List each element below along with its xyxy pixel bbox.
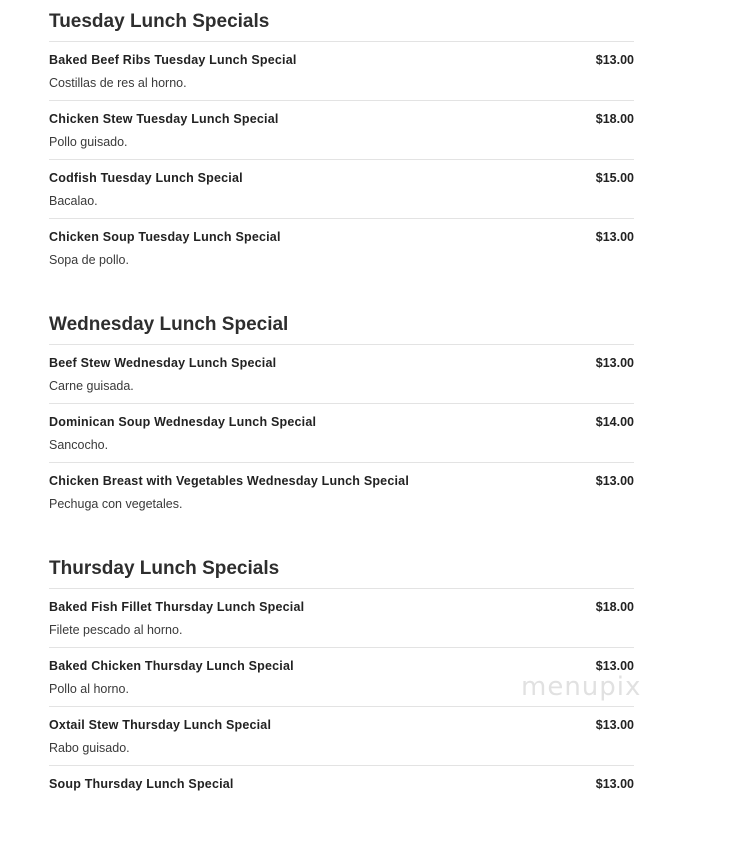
menu-item[interactable] [49, 462, 634, 521]
item-name: Beef Stew Wednesday Lunch Special [49, 356, 277, 370]
menu-item[interactable] [49, 159, 634, 218]
menu-item[interactable] [49, 41, 634, 100]
item-description: Sopa de pollo. [49, 253, 129, 267]
item-name: Chicken Soup Tuesday Lunch Special [49, 230, 281, 244]
item-name: Chicken Stew Tuesday Lunch Special [49, 112, 279, 126]
item-name: Baked Fish Fillet Thursday Lunch Special [49, 600, 305, 614]
menu-item[interactable] [49, 403, 634, 462]
menu-section-thursday [49, 547, 634, 824]
item-price: $14.00 [595, 415, 634, 429]
item-name: Oxtail Stew Thursday Lunch Special [49, 718, 272, 732]
menu-item[interactable] [49, 100, 634, 159]
menu-item[interactable] [49, 647, 634, 706]
item-description: Filete pescado al horno. [49, 623, 183, 637]
item-name: Chicken Breast with Vegetables Wednesday Lunch Special [49, 474, 409, 488]
item-description: Pollo guisado. [49, 135, 128, 149]
item-description: Pollo al horno. [49, 682, 129, 696]
item-description: Rabo guisado. [49, 741, 130, 755]
menu-item[interactable] [49, 218, 634, 277]
item-price: $13.00 [595, 230, 634, 244]
item-price: $15.00 [595, 171, 634, 185]
item-description: Pechuga con vegetales. [49, 497, 183, 511]
item-price: $13.00 [595, 718, 634, 732]
item-price: $13.00 [595, 777, 634, 791]
watermark-logo: menupix [521, 672, 642, 702]
menu-section-tuesday [49, 0, 634, 277]
menu-item[interactable] [49, 706, 634, 765]
menu-item[interactable] [49, 344, 634, 403]
item-description: Sancocho. [49, 438, 109, 452]
item-description: Carne guisada. [49, 379, 134, 393]
item-price: $13.00 [595, 53, 634, 67]
item-name: Codfish Tuesday Lunch Special [49, 171, 243, 185]
menu-item[interactable] [49, 765, 634, 824]
item-price: $13.00 [595, 659, 634, 673]
item-name: Baked Beef Ribs Tuesday Lunch Special [49, 53, 297, 67]
item-description: Costillas de res al horno. [49, 76, 187, 90]
item-name: Soup Thursday Lunch Special [49, 777, 234, 791]
menu-item[interactable] [49, 588, 634, 647]
item-price: $18.00 [595, 112, 634, 126]
section-title: Tuesday Lunch Specials [49, 11, 270, 32]
item-price: $18.00 [595, 600, 634, 614]
section-title: Thursday Lunch Specials [49, 558, 280, 579]
item-price: $13.00 [595, 356, 634, 370]
item-price: $13.00 [595, 474, 634, 488]
menu-list [49, 0, 634, 850]
item-name: Baked Chicken Thursday Lunch Special [49, 659, 294, 673]
item-name: Dominican Soup Wednesday Lunch Special [49, 415, 317, 429]
item-description: Bacalao. [49, 194, 98, 208]
section-title: Wednesday Lunch Special [49, 314, 289, 335]
menu-section-wednesday [49, 303, 634, 521]
